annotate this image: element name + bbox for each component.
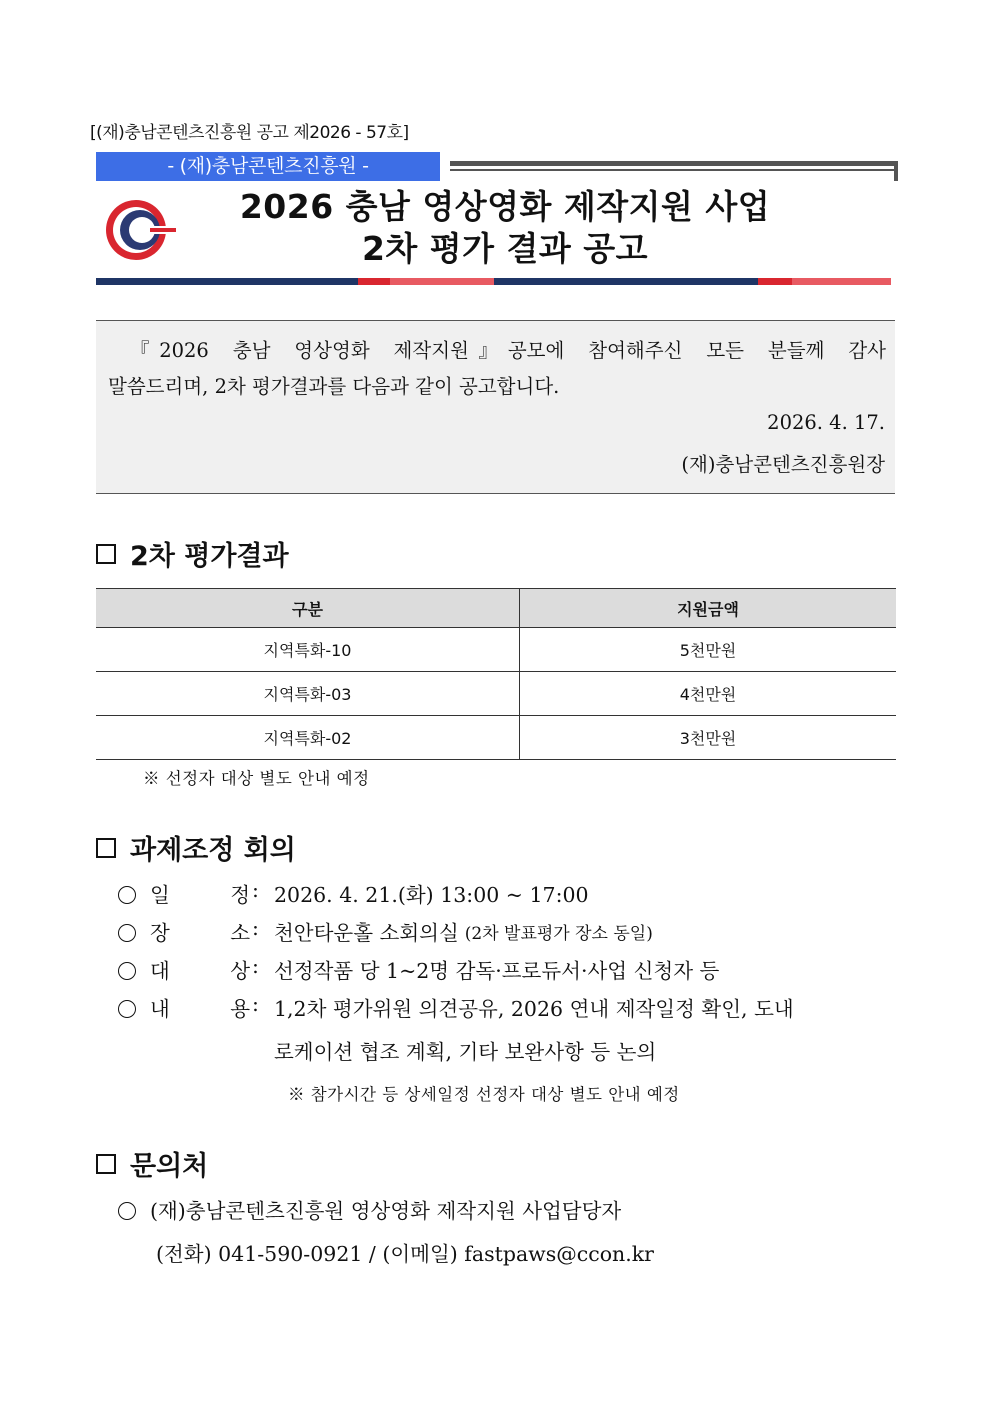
org-banner: - (재)충남콘텐츠진흥원 -	[96, 152, 440, 181]
meeting-value: 로케이션 협조 계획, 기타 보완사항 등 논의	[274, 1040, 657, 1064]
meeting-item-place	[118, 916, 653, 946]
circle-bullet-icon	[118, 1000, 136, 1018]
header-rule-end	[894, 161, 898, 181]
circle-bullet-icon	[118, 962, 136, 980]
meeting-value: 1,2차 평가위원 의견공유, 2026 연내 제작일정 확인, 도내	[274, 997, 794, 1021]
section-meeting-heading	[96, 828, 296, 867]
table-row	[96, 628, 896, 672]
contact-line-1	[118, 1194, 621, 1224]
decor-bar-pink-2	[792, 278, 891, 285]
decor-bar-red-1	[358, 278, 390, 285]
intro-line-2: 말씀드리며, 2차 평가결과를 다음과 같이 공고합니다.	[108, 375, 560, 398]
meeting-item-target	[118, 954, 719, 984]
table-cell-category: 지역특화-02	[96, 716, 520, 760]
section-contact-title: 문의처	[130, 1151, 209, 1182]
decor-bar-navy-1	[96, 278, 358, 285]
circle-bullet-icon	[118, 1202, 136, 1220]
table-cell-category: 지역특화-03	[96, 672, 520, 716]
decor-bar-pink-1	[390, 278, 494, 285]
table-header-amount: 지원금액	[520, 589, 897, 628]
square-bullet-icon	[96, 1154, 116, 1174]
table-cell-amount: 5천만원	[520, 628, 897, 672]
table-header-row	[96, 589, 896, 628]
section-contact-heading	[96, 1144, 208, 1183]
colon-separator: :	[252, 878, 259, 902]
title-line-2: 2차 평가 결과 공고	[361, 229, 649, 268]
table-cell-amount: 4천만원	[520, 672, 897, 716]
intro-line-1: 『2026 충남 영상영화 제작지원』공모에 참여해주신 모든 분들께 감사	[130, 339, 886, 362]
colon-separator: :	[252, 954, 259, 978]
section-results-heading	[96, 534, 289, 573]
title-line-1: 2026 충남 영상영화 제작지원 사업	[239, 187, 771, 226]
header-rule	[450, 161, 898, 166]
section-meeting-title: 과제조정 회의	[130, 835, 296, 866]
meeting-item-content	[118, 992, 794, 1022]
table-cell-category: 지역특화-10	[96, 628, 520, 672]
meeting-label: 내 용	[150, 997, 250, 1021]
page-title	[200, 186, 810, 270]
circle-bullet-icon	[118, 886, 136, 904]
meeting-label: 장 소	[150, 921, 250, 945]
contact-line-2: (전화) 041-590-0921 / (이메일) fastpaws@ccon.kr	[156, 1242, 654, 1266]
meeting-value: 천안타운홀 소회의실	[274, 921, 459, 945]
meeting-value: 2026. 4. 21.(화) 13:00 ~ 17:00	[274, 883, 589, 907]
meeting-note: ※ 참가시간 등 상세일정 선정자 대상 별도 안내 예정	[288, 1085, 680, 1104]
results-table	[96, 588, 896, 760]
square-bullet-icon	[96, 544, 116, 564]
intro-text	[108, 333, 886, 405]
notice-number: [(재)충남콘텐츠진흥원 공고 제2026 - 57호]	[90, 123, 409, 143]
ccon-logo-icon	[100, 197, 176, 263]
header-rule-thin	[450, 169, 894, 171]
contact-person: (재)충남콘텐츠진흥원 영상영화 제작지원 사업담당자	[150, 1199, 622, 1223]
colon-separator: :	[252, 916, 259, 940]
square-bullet-icon	[96, 838, 116, 858]
colon-separator: :	[252, 992, 259, 1016]
meeting-item-content-continuation	[274, 1035, 656, 1065]
table-row	[96, 672, 896, 716]
meeting-label: 대 상	[150, 959, 250, 983]
section-results-title: 2차 평가결과	[130, 541, 289, 572]
table-row	[96, 716, 896, 760]
announcement-signature: (재)충남콘텐츠진흥원장	[681, 453, 885, 476]
decor-bar-navy-2	[494, 278, 758, 285]
table-header-category: 구분	[96, 589, 520, 628]
table-cell-amount: 3천만원	[520, 716, 897, 760]
announcement-date: 2026. 4. 17.	[767, 411, 885, 434]
meeting-item-date	[118, 878, 589, 908]
meeting-value-sub: (2차 발표평가 장소 동일)	[464, 924, 653, 944]
meeting-label: 일 정	[150, 883, 250, 907]
meeting-value: 선정작품 당 1~2명 감독·프로듀서·사업 신청자 등	[274, 959, 720, 983]
circle-bullet-icon	[118, 924, 136, 942]
results-note: ※ 선정자 대상 별도 안내 예정	[143, 769, 370, 788]
decor-bar-red-2	[758, 278, 792, 285]
